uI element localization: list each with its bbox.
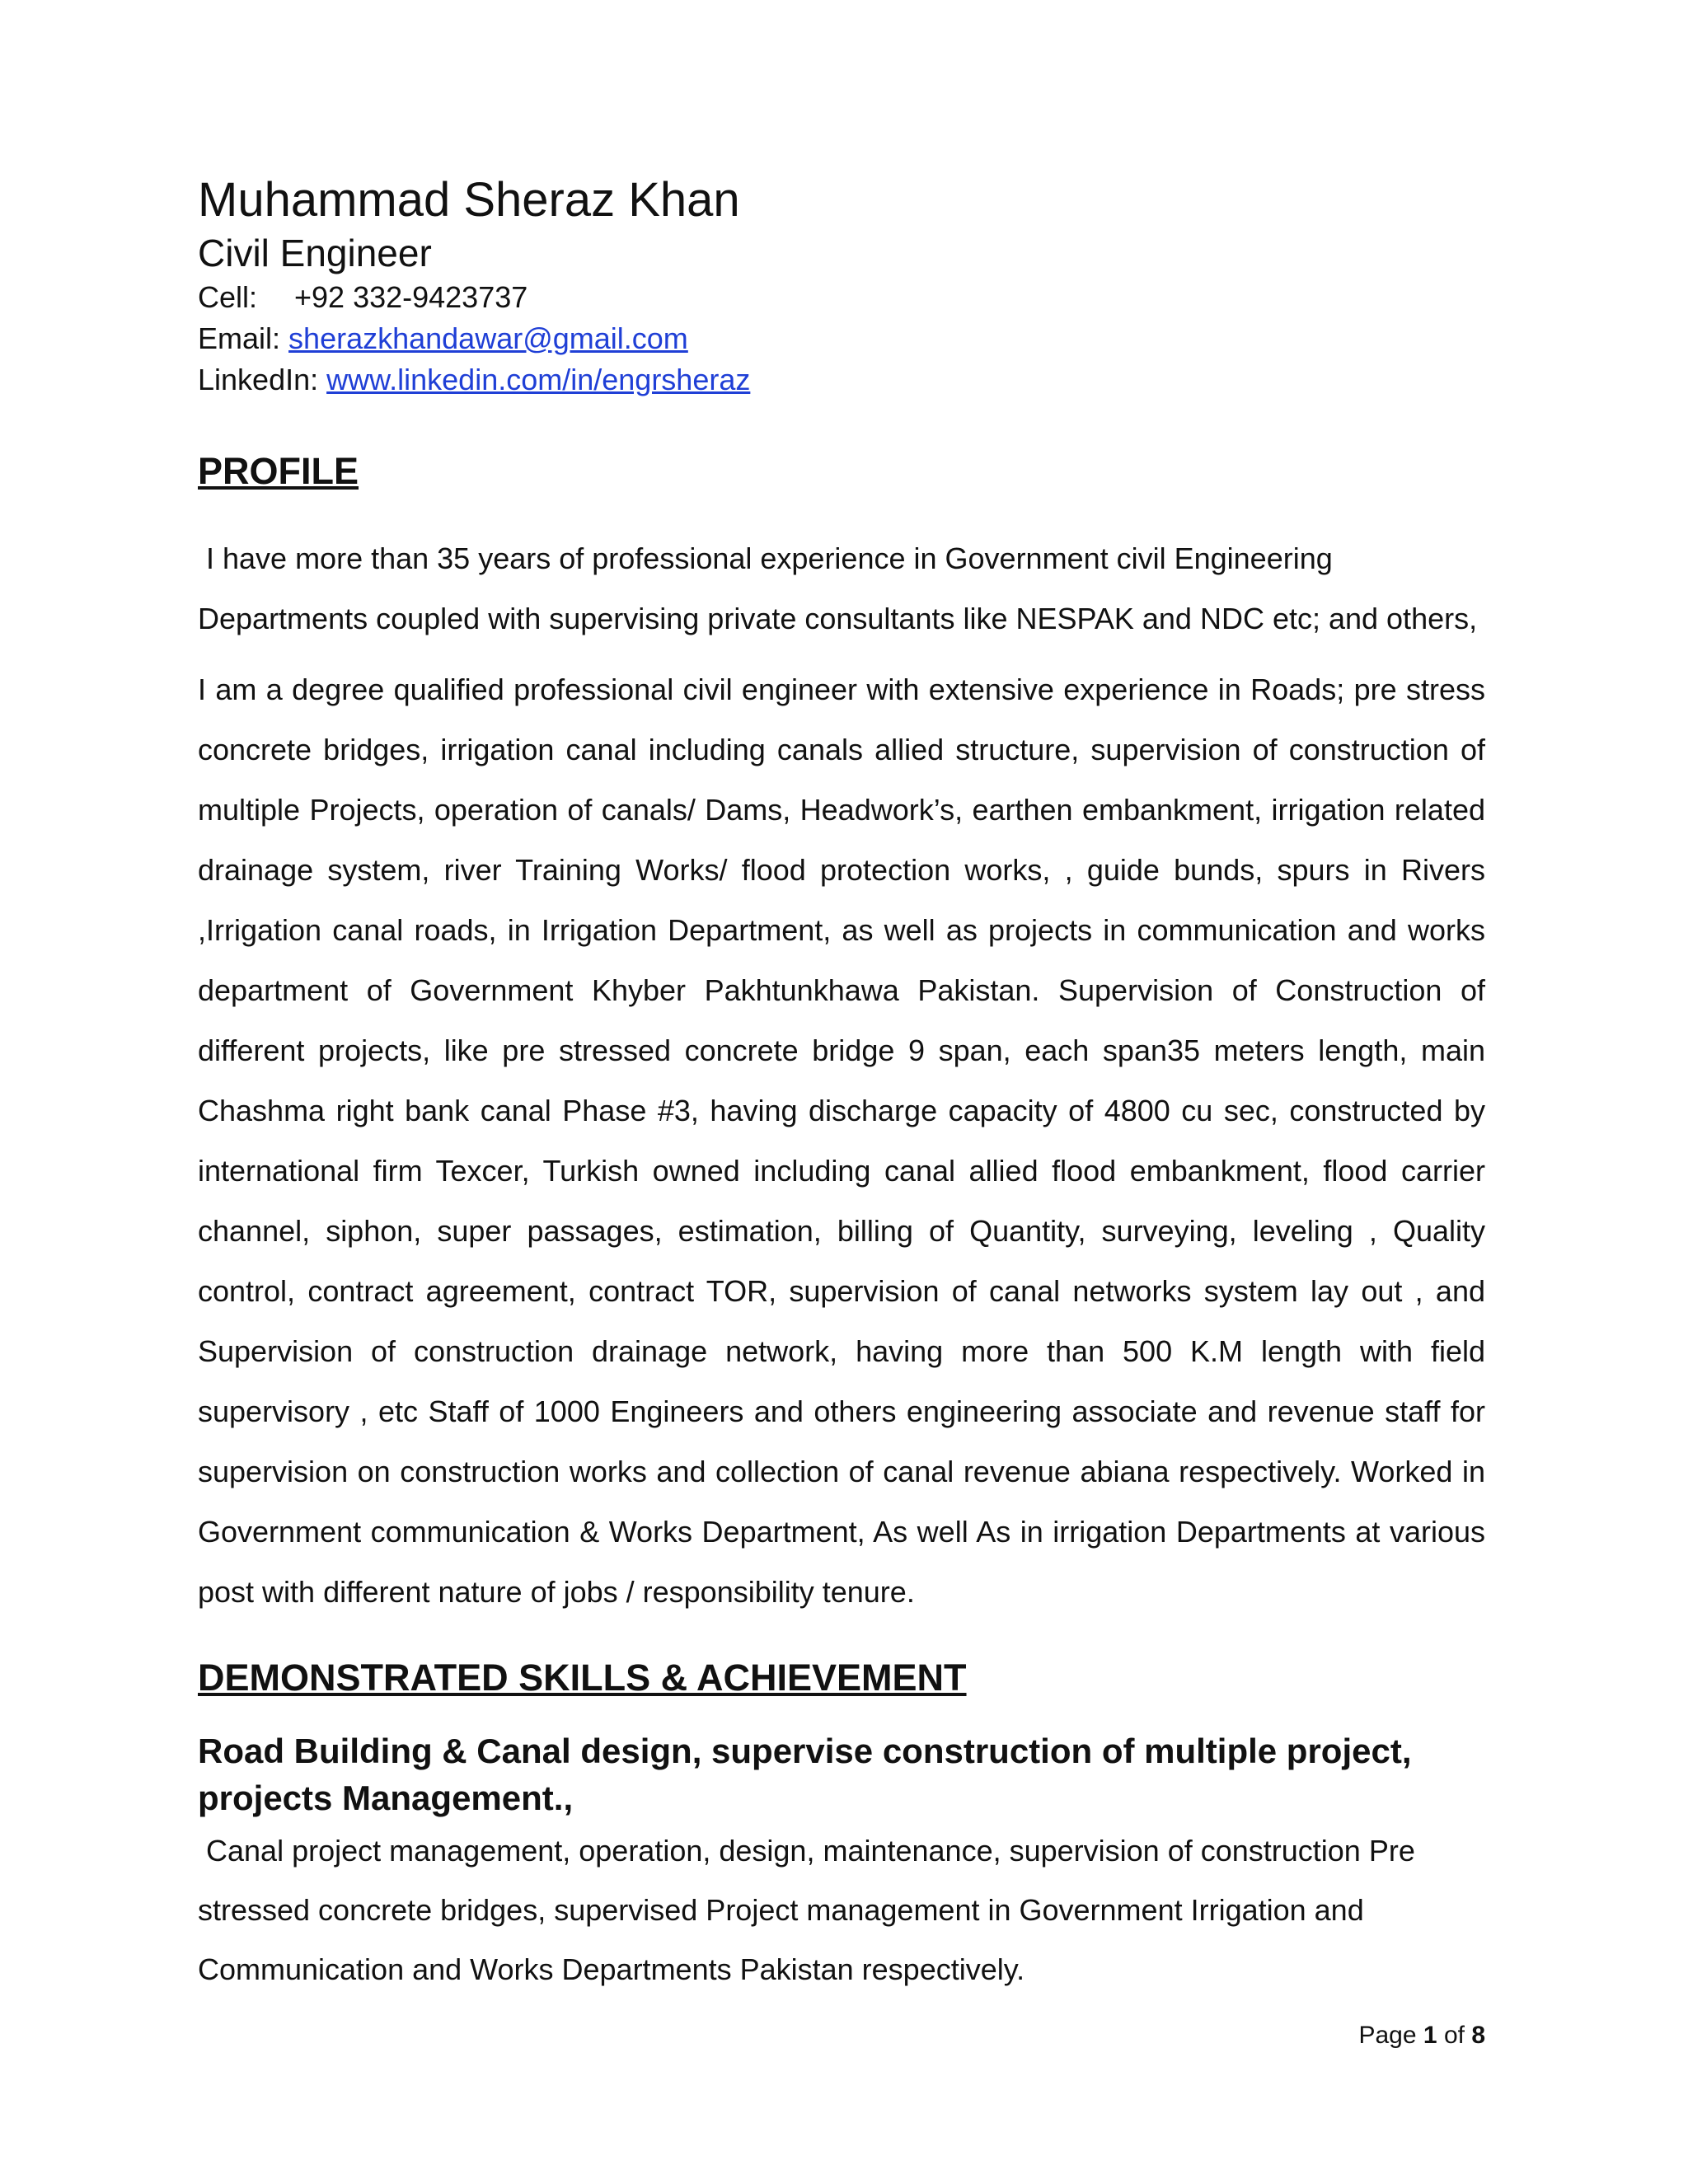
profile-heading: PROFILE [198, 450, 359, 492]
linkedin-link[interactable]: www.linkedin.com/in/engrsheraz [326, 363, 751, 396]
cell-value: +92 332-9423737 [294, 280, 528, 314]
page-current: 1 [1423, 2022, 1437, 2049]
skills-heading: DEMONSTRATED SKILLS & ACHIEVEMENT [198, 1657, 967, 1699]
page-content [198, 171, 1485, 1999]
page-number [1358, 2019, 1485, 2052]
candidate-title: Civil Engineer [198, 232, 432, 274]
profile-body: I am a degree qualified professional civil engineer with extensive experience in Roads; pre stress concrete bridges, irrigation canal including canals allied structure, supervision of construction of multiple Projects, operation of canals/ Dams, Headwork’s, earthen embankment, irrigation related drainage system, river Training Works/ flood protection works, , guide bunds, spurs in Rivers ,Irrigation canal roads, in Irrigation Department, as well as projects in communication and works department of Government Khyber Pakhtunkhawa Pakistan. Supervision of Construction of different projects, like pre stressed concrete bridge 9 span, each span35 meters length, main Chashma right bank canal Phase #3, having discharge capacity of 4800 cu sec, constructed by international firm Texcer, Turkish owned including canal allied flood embankment, flood carrier channel, siphon, super passages, estimation, billing of Quantity, surveying, leveling , Quality control, contract agreement, contract TOR, supervision of canal networks system lay out , and Supervision of construction drainage network, having more than 500 K.M length with field supervisory , etc Staff of 1000 Engineers and others engineering associate and revenue staff for supervision on construction works and collection of canal revenue abiana respectively. Worked in Government communication & Works Department, As well As in irrigation Departments at various post with different nature of jobs / responsibility tenure. [198, 673, 1485, 1609]
email-link[interactable]: sherazkhandawar@gmail.com [288, 321, 688, 355]
cell-label: Cell: [198, 280, 258, 314]
profile-intro [198, 528, 1485, 649]
contact-block [198, 277, 1485, 401]
profile-intro-line-1: I have more than 35 years of professional experience in Government civil Engineering [206, 541, 1333, 575]
page-of: of [1443, 2022, 1465, 2049]
skills-subheading [198, 1727, 1485, 1821]
skills-subheading-line-2: projects Management., [198, 1779, 574, 1817]
linkedin-label: LinkedIn: [198, 363, 319, 396]
skills-line-1: Canal project management, operation, design, maintenance, supervision of construction Pre [206, 1834, 1415, 1868]
linkedin-row [198, 359, 1485, 401]
candidate-name: Muhammad Sheraz Khan [198, 173, 740, 227]
skills-line-2: stressed concrete bridges, supervised Project management in Government Irrigation and [198, 1893, 1364, 1927]
skills-line-3: Communication and Works Departments Pakistan respectively. [198, 1952, 1025, 1986]
skills-subheading-line-1: Road Building & Canal design, supervise construction of multiple project, [198, 1732, 1412, 1770]
page-total: 8 [1471, 2022, 1485, 2049]
cell-row [198, 277, 1485, 318]
email-row [198, 318, 1485, 359]
profile-intro-line-2: Departments coupled with supervising private consultants like NESPAK and NDC etc; and others, [198, 602, 1478, 635]
skills-paragraph [198, 1821, 1485, 1999]
page-label: Page [1358, 2022, 1417, 2049]
email-label: Email: [198, 321, 281, 355]
